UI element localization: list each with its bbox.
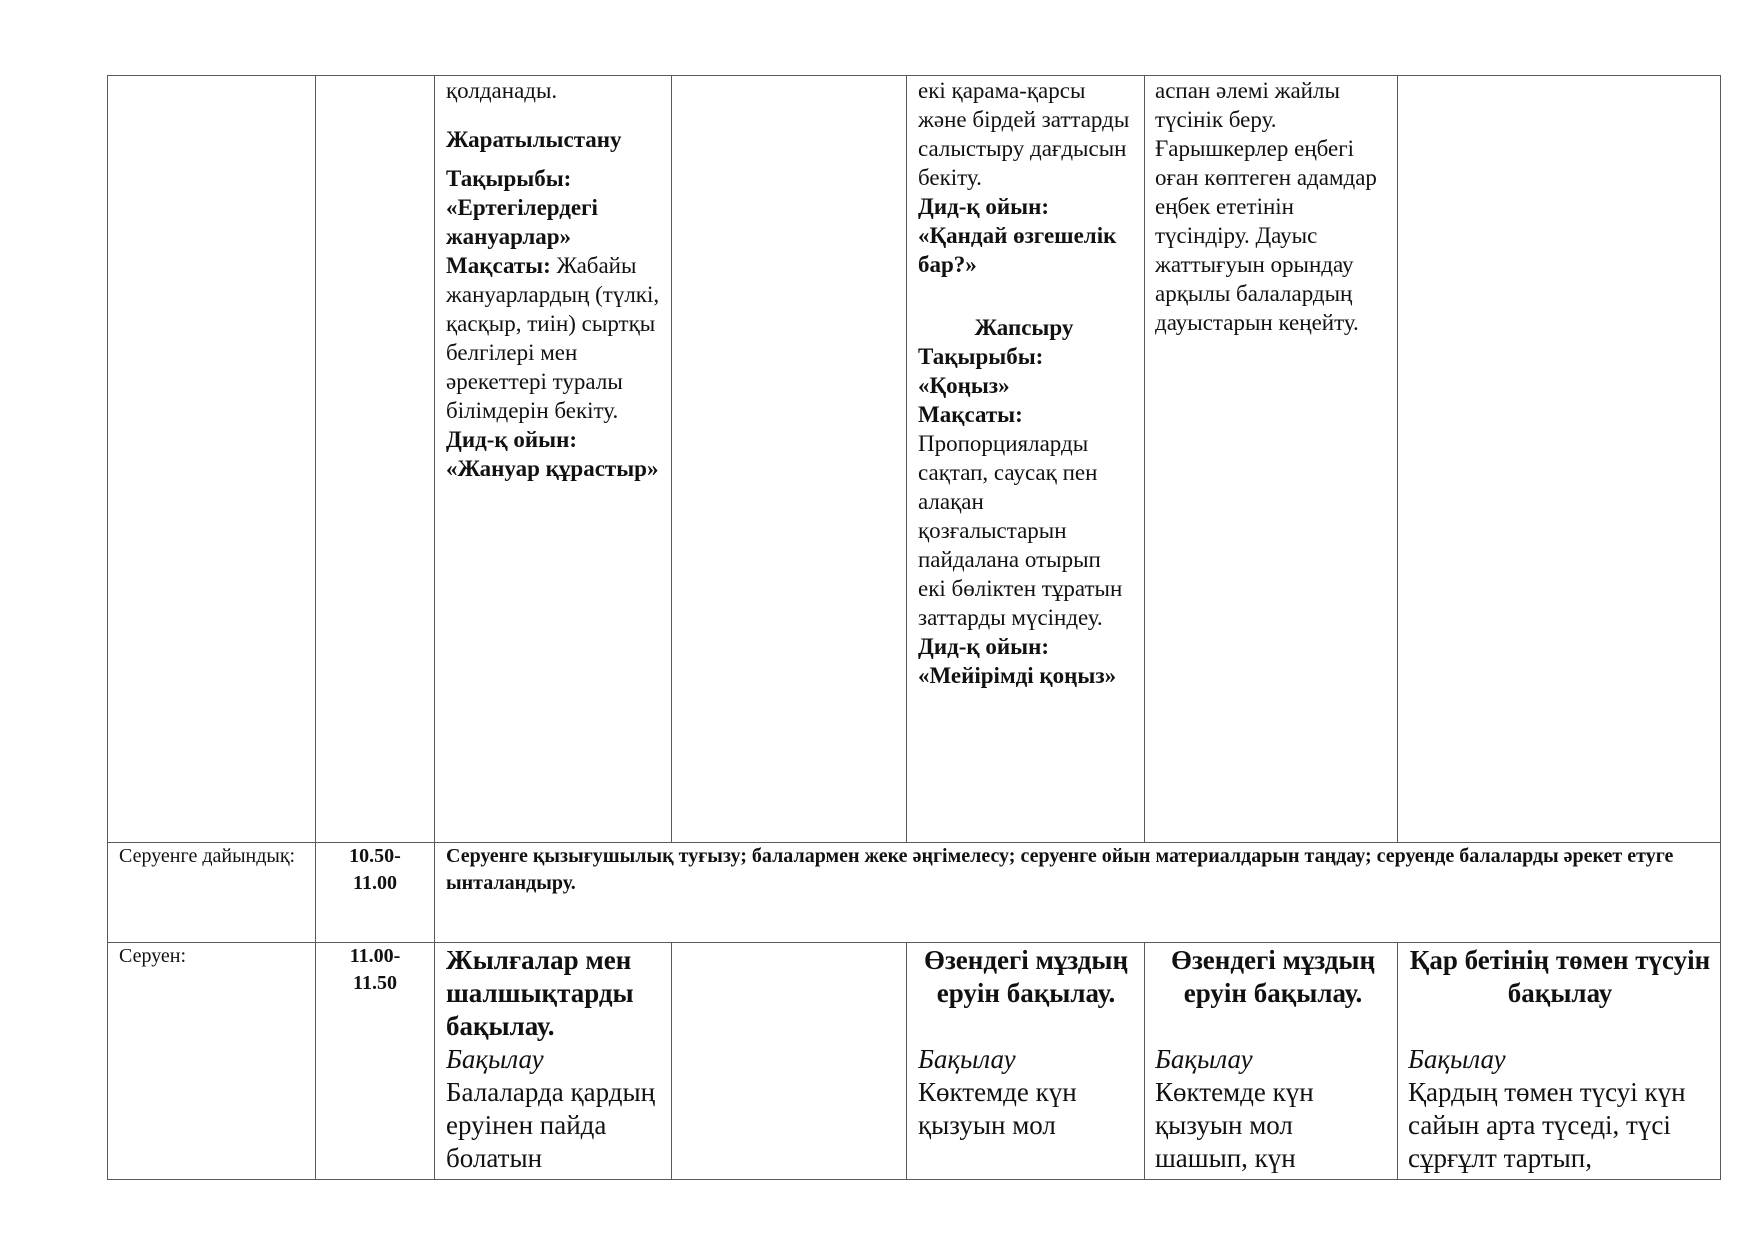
observation-label: Бақылау xyxy=(446,1044,544,1074)
walk-cell-col3 xyxy=(446,944,664,1175)
table-border-bottom xyxy=(107,1179,1721,1180)
row-label-cell xyxy=(119,843,309,870)
cell-text-continued: екі қарама-қарсы және бірдей заттарды салыстыру дағдысын бекіту. xyxy=(918,78,1130,190)
activity-cell-col6 xyxy=(1155,76,1387,337)
table-col-divider xyxy=(1144,75,1145,843)
walk-title: Өзендегі мұздың еруін бақылау. xyxy=(923,945,1129,1008)
spacer xyxy=(446,154,664,164)
table-border-top xyxy=(107,75,1721,76)
walk-cell-col6 xyxy=(1155,944,1391,1175)
spacer xyxy=(918,279,1130,313)
spacer xyxy=(918,1010,1134,1043)
game-label: Дид-қ ойын: xyxy=(446,427,577,452)
theme-label: Тақырыбы: xyxy=(918,344,1044,369)
walk-text: Көктемде күн қызуын мол xyxy=(918,1077,1077,1140)
observation-label: Бақылау xyxy=(918,1044,1016,1074)
table-col-divider xyxy=(906,942,907,1180)
row-label: Серуенге дайындық: xyxy=(119,845,296,867)
theme-value: «Қоңыз» xyxy=(918,373,1010,398)
preparation-text-cell xyxy=(446,843,1711,897)
table-col-divider xyxy=(1397,75,1398,843)
activity-cell-col5 xyxy=(918,76,1130,690)
table-border-right xyxy=(1720,75,1721,1180)
game-title: «Жануар құрастыр» xyxy=(446,456,659,481)
preparation-text: Серуенге қызығушылық туғызу; балалармен жеке әңгімелесу; серуенге ойын материалдарын таңдау; серуенде балаларды әрекет етуге ынталандыру. xyxy=(446,845,1674,894)
goal-label: Мақсаты: xyxy=(446,253,551,278)
walk-text: Балаларда қардың еруінен пайда болатын xyxy=(446,1077,656,1173)
game-title: «Мейірімді қоңыз» xyxy=(918,663,1117,688)
walk-title: Жылғалар мен шалшықтарды бақылау. xyxy=(446,945,634,1041)
spacer xyxy=(446,105,664,125)
walk-text: Қардың төмен түсуі күн сайын арта түседі, түсі сұрғұлт тартып, xyxy=(1408,1077,1686,1173)
walk-title: Өзендегі мұздың еруін бақылау. xyxy=(1170,945,1376,1008)
table-col-divider xyxy=(671,942,672,1180)
table-col-divider xyxy=(1397,942,1398,1180)
goal-text: Пропорцияларды сақтап, саусақ пен алақан қозғалыстарын пайдалана отырып екі бөліктен тұратын заттарды мүсіндеу. xyxy=(918,431,1123,630)
walk-cell-col7 xyxy=(1408,944,1712,1175)
row-label-cell xyxy=(119,943,309,970)
spacer xyxy=(1408,1010,1712,1043)
time-range: 10.50-11.00 xyxy=(349,845,401,894)
time-cell xyxy=(345,943,405,997)
observation-label: Бақылау xyxy=(1155,1044,1253,1074)
table-col-divider xyxy=(315,75,316,1180)
walk-text: Көктемде күн қызуын мол шашып, күн xyxy=(1155,1077,1314,1173)
time-cell xyxy=(345,843,405,897)
game-label: Дид-қ ойын: xyxy=(918,634,1049,659)
game-label: Дид-қ ойын: xyxy=(918,194,1049,219)
goal-text: Жабайы жануарлардың (түлкі, қасқыр, тиін) сыртқы белгілері мен әрекеттері туралы білімдерін бекіту. xyxy=(446,253,660,423)
cell-text: аспан әлемі жайлы түсінік беру. Ғарышкерлер еңбегі оған көптеген адамдар еңбек ететінін түсіндіру. Дауыс жаттығуын орындау арқылы балалардың дауыстарын кеңейту. xyxy=(1155,78,1377,335)
subject-title: Жапсыру xyxy=(974,315,1074,340)
table-col-divider xyxy=(671,75,672,843)
subject-title: Жаратылыстану xyxy=(446,127,622,152)
game-title: «Қандай өзгешелік бар?» xyxy=(918,223,1117,277)
goal-paragraph xyxy=(446,251,664,425)
time-range: 11.00-11.50 xyxy=(349,945,401,994)
goal-label: Мақсаты: xyxy=(918,402,1023,427)
table-col-divider xyxy=(906,75,907,843)
observation-label: Бақылау xyxy=(1408,1044,1506,1074)
theme-label: Тақырыбы: xyxy=(446,166,572,191)
activity-cell-col3 xyxy=(446,76,664,483)
row-label: Серуен: xyxy=(119,945,187,967)
table-col-divider xyxy=(434,75,435,1180)
table-col-divider xyxy=(1144,942,1145,1180)
walk-cell-col5 xyxy=(918,944,1134,1142)
spacer xyxy=(1155,1010,1391,1043)
table-border-left xyxy=(107,75,108,1180)
theme-value: «Ертегілердегі жануарлар» xyxy=(446,195,598,249)
walk-title: Қар бетінің төмен түсуін бақылау xyxy=(1409,945,1711,1008)
cell-text-continued: қолданады. xyxy=(446,78,558,103)
